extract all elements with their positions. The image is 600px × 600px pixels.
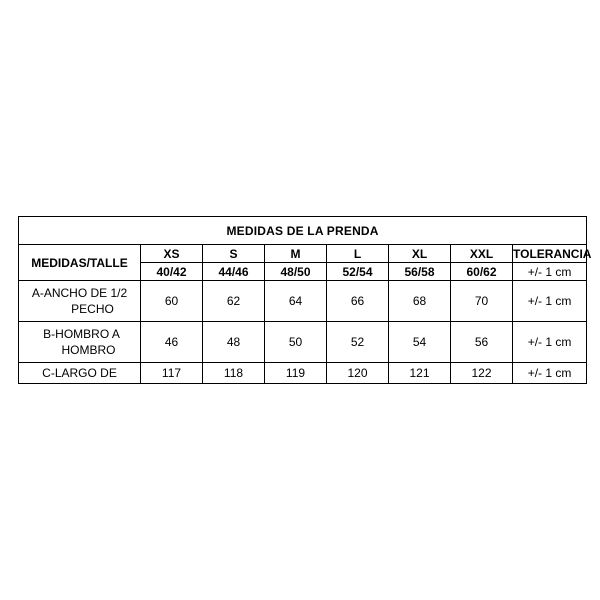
cell-value: 66 [327,281,389,322]
cell-value: 119 [265,363,327,384]
cell-value: 121 [389,363,451,384]
cell-value: 68 [389,281,451,322]
header-number-xs: 40/42 [141,263,203,281]
cell-value: 118 [203,363,265,384]
row-label-line: B-HOMBRO A [43,327,120,341]
table-title: MEDIDAS DE LA PRENDA [19,217,587,245]
header-number-m: 48/50 [265,263,327,281]
cell-value: 62 [203,281,265,322]
title-row [19,217,587,245]
header-number-l: 52/54 [327,263,389,281]
cell-value: 70 [451,281,513,322]
cell-value: 56 [451,322,513,363]
header-number-s: 44/46 [203,263,265,281]
header-row-sizes [19,245,587,263]
header-size-m: M [265,245,327,263]
row-label-line: A-ANCHO DE 1/2 [31,286,128,300]
cell-value: 120 [327,363,389,384]
cell-value: 50 [265,322,327,363]
table-row [19,281,587,322]
table-row [19,322,587,363]
header-medidas-talle: MEDIDAS/TALLE [19,245,141,281]
row-label-line: HOMBRO [61,343,116,357]
cell-value: 52 [327,322,389,363]
row-label-line: PECHO [71,302,114,316]
row-label-c: C-LARGO DE [19,363,141,384]
cell-value: 60 [141,281,203,322]
cell-tolerance: +/- 1 cm [513,281,587,322]
header-size-xs: XS [141,245,203,263]
header-number-xxl: 60/62 [451,263,513,281]
cell-value: 122 [451,363,513,384]
header-tolerance-value: +/- 1 cm [513,263,587,281]
header-tolerancia: TOLERANCIA [513,246,592,261]
cell-value: 48 [203,322,265,363]
cell-value: 117 [141,363,203,384]
table-row [19,363,587,384]
row-label-b [19,322,141,363]
cell-value: 64 [265,281,327,322]
header-number-xl: 56/58 [389,263,451,281]
measurements-table [18,216,592,384]
header-size-s: S [203,245,265,263]
cell-tolerance: +/- 1 cm [513,363,587,384]
cell-tolerance: +/- 1 cm [513,322,587,363]
header-size-xl: XL [389,245,451,263]
size-chart [18,216,592,384]
header-size-l: L [327,245,389,263]
cell-value: 46 [141,322,203,363]
row-label-a [19,281,141,322]
header-size-xxl: XXL [451,245,513,263]
cell-value: 54 [389,322,451,363]
